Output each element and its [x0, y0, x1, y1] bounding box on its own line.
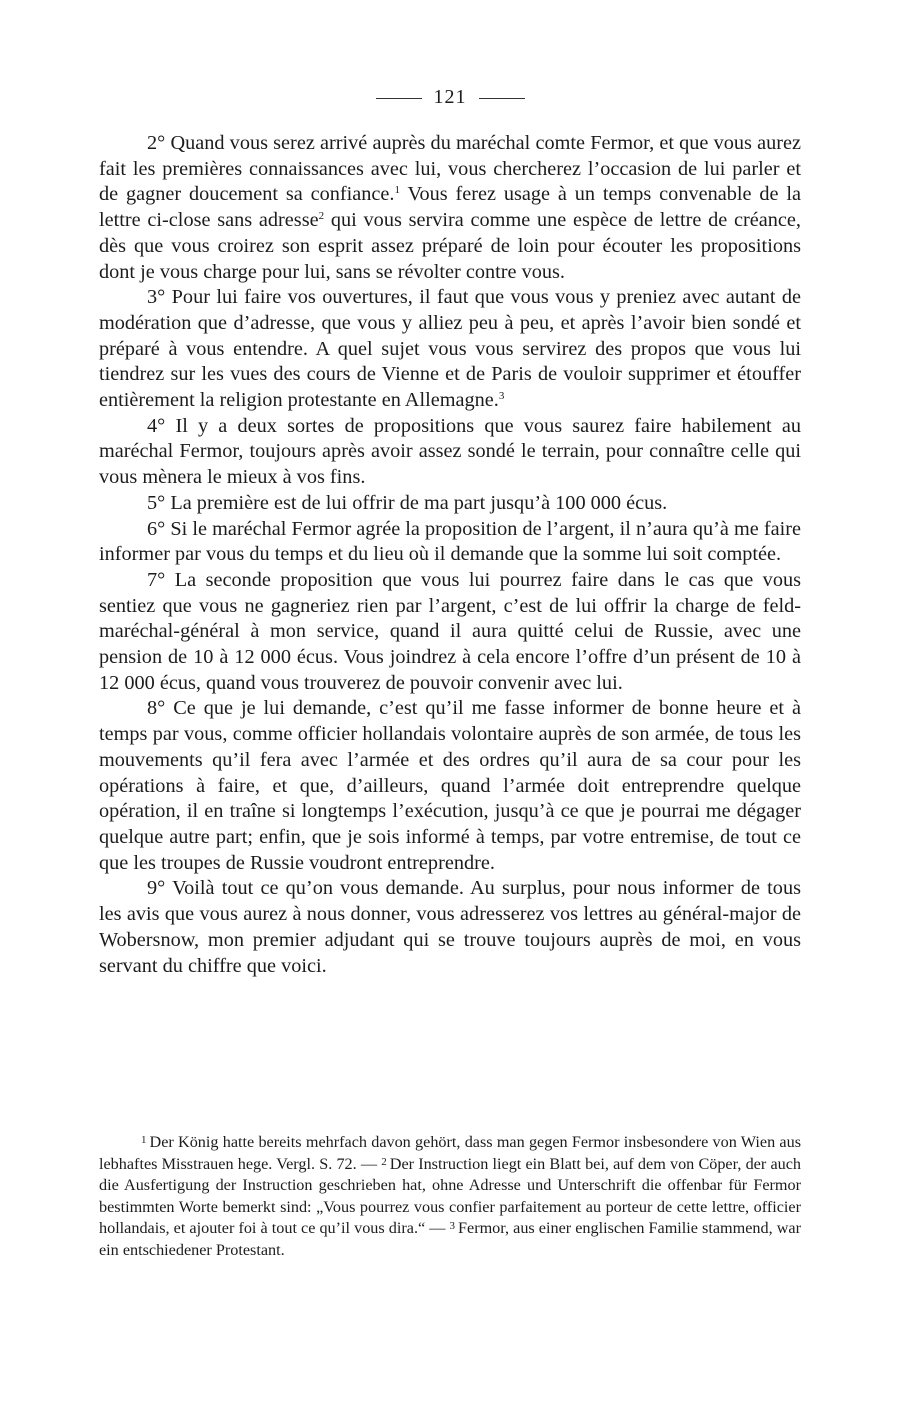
paragraph — [99, 414, 801, 491]
footnote-number: 2 — [381, 1155, 387, 1168]
footnote-text: Der Instruction liegt ein Blatt bei, auf dem von Cöper, der auch die Ausfertigung der Instruction geschrieben hat, ohne Adresse und Unterschrift die offenbar für Fermor bestimmten Worte bemerkt sind: „Vous pourrez vous confier parfaitement au porteur de cette lettre, officier hollandais, et ajouter foi à tout ce qu’il vous dira.“ — — [99, 1154, 802, 1238]
paragraph-number: 6° — [147, 517, 166, 540]
paragraph-number: 7° — [147, 568, 166, 591]
paragraph — [99, 517, 801, 568]
paragraph-text: Si le maréchal Fermor agrée la proposition de l’argent, il n’aura qu’à me faire informer par vous du temps et du lieu où il demande que la somme lui soit comptée. — [99, 517, 801, 566]
paragraph-number: 4° — [147, 414, 166, 437]
header-rule-left — [376, 98, 422, 99]
paragraph-text: Pour lui faire vos ouvertures, il faut que vous vous y preniez avec autant de modération que d’adresse, que vous y alliez peu à peu, et après l’avoir bien sondé et préparé à vous entendre. A quel sujet vous vous servirez des propos que vous lui tiendrez sur les vues des cours de Vienne et de Paris de vouloir supprimer et étouffer entièrement la religion protestante en Allemagne. — [99, 286, 802, 412]
footnote-marker: 1 — [394, 184, 400, 197]
footnote-marker: 2 — [318, 210, 325, 223]
footnotes — [99, 1132, 801, 1262]
paragraph — [99, 491, 801, 517]
page-header — [0, 86, 900, 109]
footnote-text: Fermor, aus einer englischen Familie stammend, war ein entschiedener Protestant. — [99, 1219, 801, 1259]
footnote-text: Der König hatte bereits mehrfach davon gehört, dass man gegen Fermor insbesondere von Wien aus lebhaftes Misstrauen hege. Vergl. S. 72. — — [99, 1133, 801, 1173]
paragraph-text: Vous ferez usage à un temps convenable de la lettre ci-close sans adresse — [99, 183, 801, 232]
paragraph-text: La seconde proposition que vous lui pourrez faire dans le cas que vous sentiez que vous ne gagneriez rien par l’argent, c’est de lui offrir la charge de feld-maréchal-général à mon service, quand il aura quitté celui de Russie, avec une pension de 10 à 12 000 écus. Vous joindrez à cela encore l’offre d’un présent de 10 à 12 000 écus, quand vous trouverez de pouvoir convenir avec lui. — [99, 568, 801, 694]
paragraph — [99, 876, 801, 979]
paragraph-number: 5° — [147, 491, 166, 514]
paragraph — [99, 568, 801, 697]
paragraph — [99, 696, 801, 876]
paragraph-text: Voilà tout ce qu’on vous demande. Au surplus, pour nous informer de tous les avis que vous aurez à nous donner, vous adresserez vos lettres au général-major de Wobersnow, mon premier adjudant qui se trouve toujours auprès de moi, en vous servant du chiffre que voici. — [99, 877, 801, 977]
footnote-number: 1 — [141, 1134, 147, 1146]
paragraph-number: 3° — [147, 286, 166, 309]
page-number: 121 — [433, 86, 467, 108]
paragraph-number: 2° — [147, 132, 166, 154]
paragraph-text: qui vous servira comme une espèce de lettre de créance, dès que vous croirez son esprit assez préparé de loin pour écouter les propositions dont je vous charge pour lui, sans se révolter contre vous. — [99, 209, 801, 283]
paragraph — [99, 131, 801, 285]
main-text — [99, 131, 801, 979]
footnote-number: 3 — [449, 1220, 456, 1233]
footnote-paragraph — [99, 1132, 801, 1262]
paragraph-text: Il y a deux sortes de propositions que vous saurez faire habilement au maréchal Fermor, toujours après avoir assez sondé le terrain, pour connaître celle qui vous mènera le mieux à vos fins. — [99, 414, 801, 489]
paragraph-text: Quand vous serez arrivé auprès du maréchal comte Fermor, et que vous aurez fait les premières connaissances avec lui, vous chercherez l’occasion de lui parler et de gagner doucement sa confiance. — [99, 132, 801, 206]
paragraph — [99, 285, 801, 414]
paragraph-number: 8° — [147, 697, 166, 720]
paragraph-text: Ce que je lui demande, c’est qu’il me fasse informer de bonne heure et à temps par vous, comme officier hollandais volontaire auprès de son armée, de tous les mouvements qu’il fera avec l’armée et des ordres qu’il aura de sa cour pour les opérations à faire, et que, d’ailleurs, quand l’armée doit entreprendre quelque opération, il en traîne si longtemps l’exécution, jusqu’à ce que je pourrai me dégager quelque autre part; enfin, que je sois informé à temps, par votre entremise, de tout ce que les troupes de Russie voudront entreprendre. — [99, 697, 801, 874]
footnote-marker: 3 — [498, 390, 505, 403]
header-rule-right — [479, 98, 525, 99]
paragraph-number: 9° — [147, 877, 166, 900]
paragraph-text: La première est de lui offrir de ma part jusqu’à 100 000 écus. — [170, 491, 668, 514]
